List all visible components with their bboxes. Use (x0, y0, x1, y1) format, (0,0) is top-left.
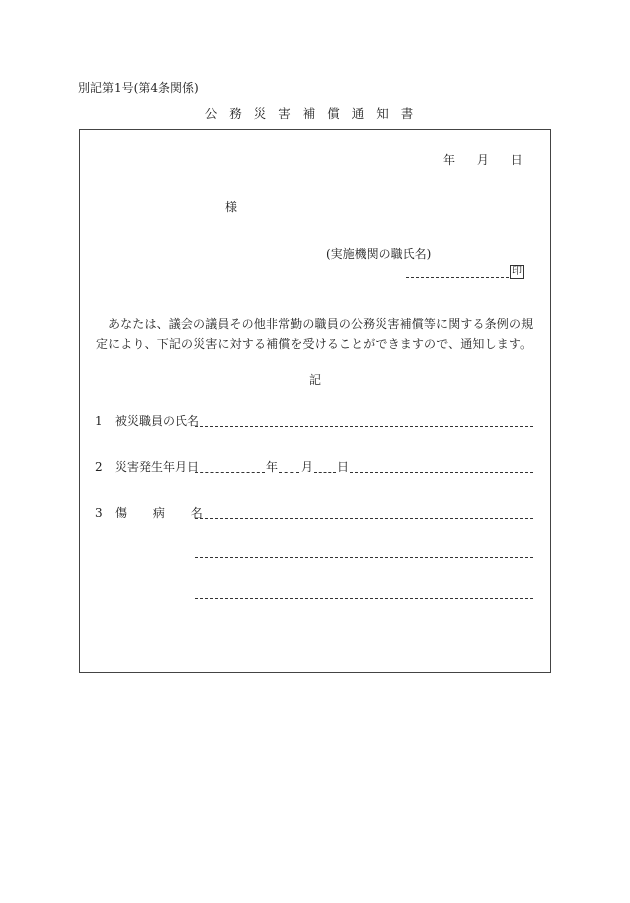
item-3-label (115, 506, 203, 520)
issuer-label: (実施機関の職氏名) (326, 247, 432, 261)
item-3-label-char-3: 名 (190, 506, 203, 520)
issuer-name-line (406, 277, 509, 278)
date-line (443, 153, 523, 167)
item-2-month-label: 月 (301, 460, 314, 474)
item-2-rest-line (350, 472, 533, 473)
item-2-year-line (195, 472, 265, 473)
ki-heading: 記 (309, 373, 322, 387)
date-day-label: 日 (510, 153, 523, 167)
item-2-year-label: 年 (266, 460, 279, 474)
form-number: 別記第1号(第4条関係) (78, 81, 199, 95)
item-1-number: 1 (95, 414, 103, 428)
item-3-fill-line-1 (195, 518, 533, 519)
item-3-label-char-2: 病 (152, 506, 165, 520)
item-3-label-char-1: 傷 (115, 506, 128, 520)
form-title: 公務災害補償通知書 (204, 106, 426, 121)
item-2-day-label: 日 (337, 460, 350, 474)
item-2-day-line (314, 472, 336, 473)
notice-body-text: あなたは、議会の議員その他非常勤の職員の公務災害補償等に関する条例の規定により、下記の災害に対する補償を受けることができますので、通知します。 (96, 317, 534, 351)
item-1-fill-line (195, 426, 533, 427)
seal-mark: 印 (512, 266, 522, 277)
item-1-label: 被災職員の氏名 (115, 414, 200, 428)
addressee-suffix: 様 (225, 200, 238, 214)
item-2-label: 災害発生年月日 (115, 460, 200, 474)
item-3-fill-line-3 (195, 598, 533, 599)
date-year-label: 年 (443, 153, 456, 167)
item-3-number: 3 (95, 506, 103, 520)
item-2-month-line (279, 472, 299, 473)
date-month-label: 月 (476, 153, 489, 167)
item-2-number: 2 (95, 460, 103, 474)
item-3-fill-line-2 (195, 557, 533, 558)
form-frame (79, 129, 551, 673)
